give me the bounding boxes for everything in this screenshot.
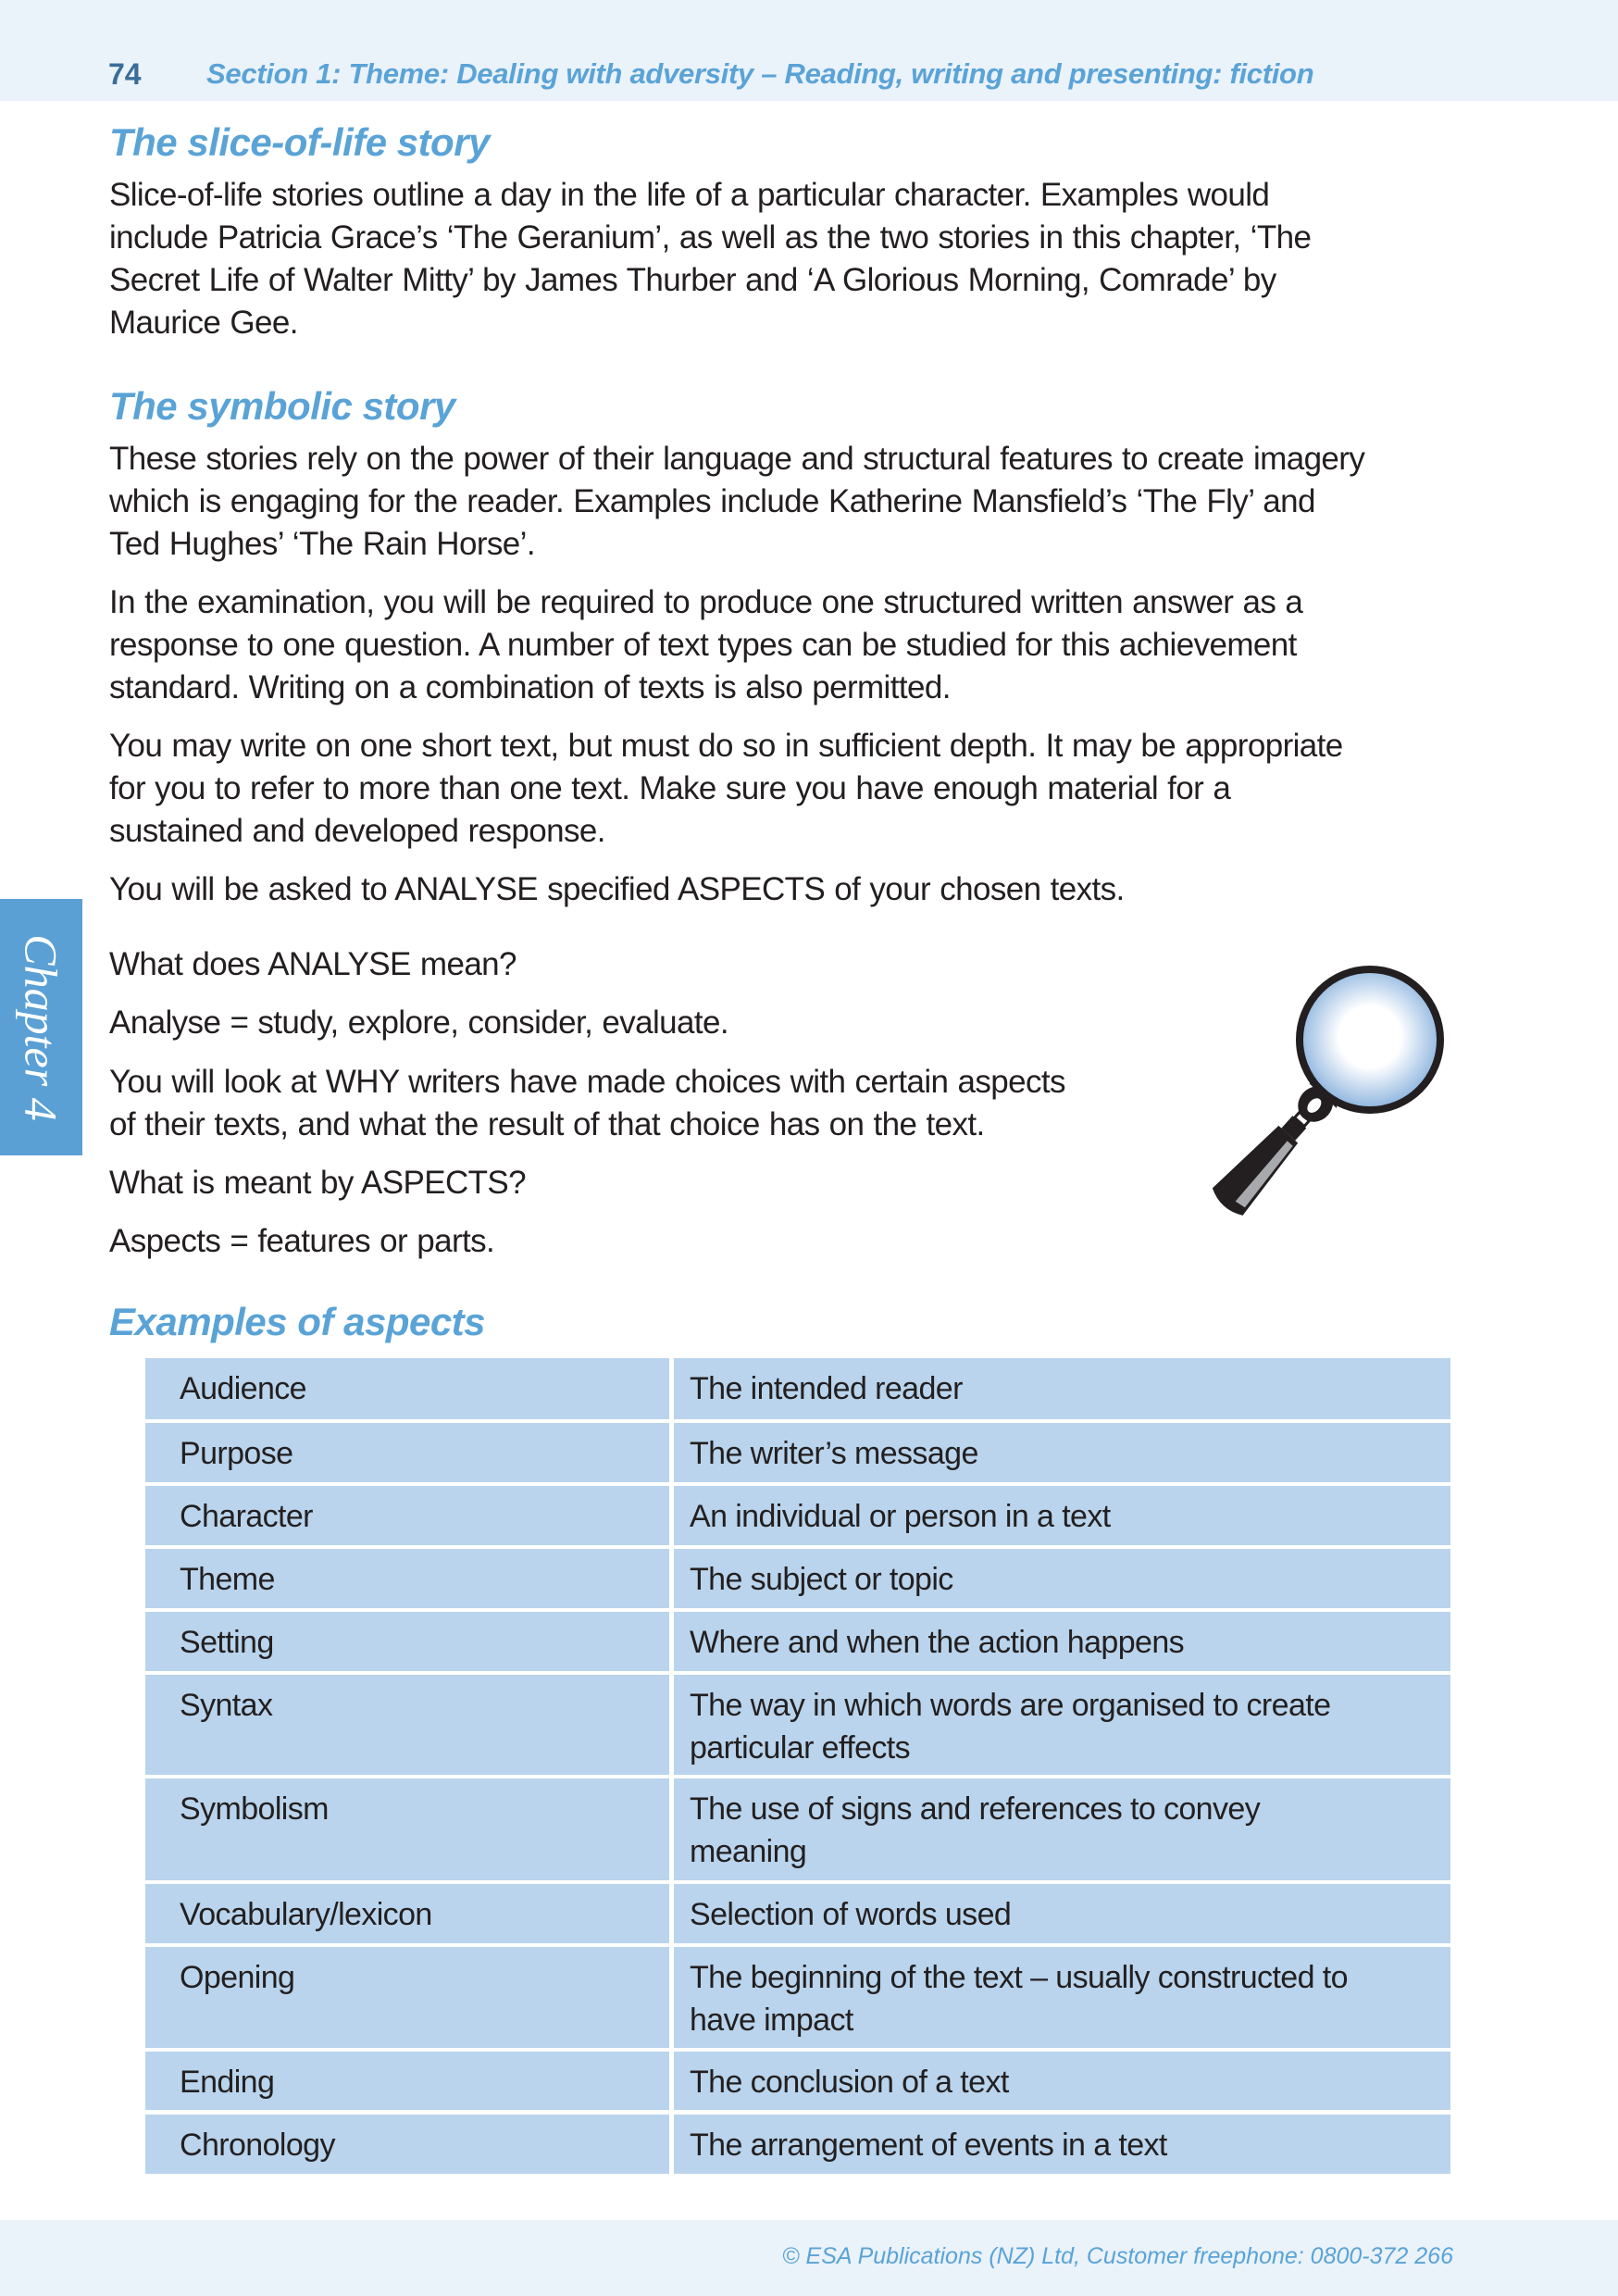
text-line: You may write on one short text, but must do so in sufficient depth. It may be appropriate bbox=[109, 728, 1343, 764]
table-row bbox=[145, 1947, 1450, 2048]
paragraph-slice-of-life bbox=[109, 174, 1461, 344]
paragraph-depth bbox=[109, 725, 1461, 853]
meaning-cell: The use of signs and references to convey meaning bbox=[674, 1778, 1450, 1880]
aspect-cell: Chronology bbox=[145, 2115, 669, 2174]
text-line: You will be asked to ANALYSE specified ASPECTS of your chosen texts. bbox=[109, 871, 1125, 907]
paragraph-why-writers bbox=[109, 1061, 1155, 1146]
text-line: Aspects = features or parts. bbox=[109, 1223, 495, 1259]
text-line: Ted Hughes’ ‘The Rain Horse’. bbox=[109, 526, 535, 562]
aspect-cell: Opening bbox=[145, 1947, 669, 2048]
aspect-cell: Setting bbox=[145, 1612, 669, 1671]
paragraph-analyse-intro bbox=[109, 868, 1461, 911]
heading-symbolic-story: The symbolic story bbox=[109, 384, 455, 428]
aspect-cell: Character bbox=[145, 1486, 669, 1545]
aspect-cell: Ending bbox=[145, 2052, 669, 2110]
text-line: for you to refer to more than one text. Make sure you have enough material for a bbox=[109, 770, 1231, 806]
text-line: standard. Writing on a combination of texts is also permitted. bbox=[109, 669, 951, 705]
text-line: which is engaging for the reader. Examples include Katherine Mansfield’s ‘The Fly’ and bbox=[109, 483, 1315, 519]
meaning-cell: The beginning of the text – usually constructed to have impact bbox=[674, 1947, 1450, 2048]
magnifying-glass-icon bbox=[1176, 963, 1462, 1231]
aspect-cell: Symbolism bbox=[145, 1778, 669, 1880]
meaning-cell: The intended reader bbox=[674, 1358, 1450, 1419]
heading-examples-of-aspects: Examples of aspects bbox=[109, 1300, 486, 1343]
meaning-cell: The arrangement of events in a text bbox=[674, 2115, 1450, 2174]
meaning-cell: Where and when the action happens bbox=[674, 1612, 1450, 1671]
text-line: Secret Life of Walter Mitty’ by James Thurber and ‘A Glorious Morning, Comrade’ by bbox=[109, 262, 1276, 298]
paragraph-symbolic-story bbox=[109, 438, 1461, 566]
table-row bbox=[145, 2052, 1450, 2110]
meaning-cell: The subject or topic bbox=[674, 1549, 1450, 1608]
aspect-cell: Syntax bbox=[145, 1675, 669, 1775]
meaning-cell: The way in which words are organised to create particular effects bbox=[674, 1675, 1450, 1775]
aspect-cell: Theme bbox=[145, 1549, 669, 1608]
aspect-cell: Purpose bbox=[145, 1423, 669, 1482]
running-head: Section 1: Theme: Dealing with adversity – Reading, writing and presenting: fiction bbox=[206, 57, 1314, 90]
meaning-cell: The conclusion of a text bbox=[674, 2052, 1450, 2110]
text-line: Slice-of-life stories outline a day in the life of a particular character. Examples would bbox=[109, 177, 1270, 213]
text-line: response to one question. A number of text types can be studied for this achievement bbox=[109, 627, 1297, 663]
meaning-cell: The writer’s message bbox=[674, 1423, 1450, 1482]
table-row bbox=[145, 1675, 1450, 1775]
text-line: What does ANALYSE mean? bbox=[109, 946, 517, 982]
table-row bbox=[145, 1358, 1450, 1419]
text-line: sustained and developed response. bbox=[109, 813, 605, 849]
heading-slice-of-life: The slice-of-life story bbox=[109, 120, 490, 164]
text-line: In the examination, you will be required to produce one structured written answer as a bbox=[109, 584, 1303, 620]
footer-copyright: © ESA Publications (NZ) Ltd, Customer freephone: 0800-372 266 bbox=[782, 2243, 1453, 2269]
text-line: include Patricia Grace’s ‘The Geranium’, as well as the two stories in this chapter, ‘The bbox=[109, 219, 1312, 256]
page-number: 74 bbox=[108, 57, 142, 91]
meaning-cell: An individual or person in a text bbox=[674, 1486, 1450, 1545]
chapter-tab-label: Chapter 4 bbox=[15, 933, 68, 1121]
text-line: What is meant by ASPECTS? bbox=[109, 1165, 527, 1201]
text-line: Analyse = study, explore, consider, evaluate. bbox=[109, 1004, 729, 1041]
table-row bbox=[145, 1423, 1450, 1482]
text-line: of their texts, and what the result of that choice has on the text. bbox=[109, 1106, 985, 1142]
aspect-cell: Audience bbox=[145, 1358, 669, 1419]
chapter-tab bbox=[0, 899, 82, 1155]
table-row bbox=[145, 1486, 1450, 1545]
table-row bbox=[145, 2115, 1450, 2174]
table-row bbox=[145, 1612, 1450, 1671]
text-line: These stories rely on the power of their language and structural features to create imagery bbox=[109, 441, 1365, 477]
meaning-cell: Selection of words used bbox=[674, 1884, 1450, 1943]
table-row bbox=[145, 1778, 1450, 1880]
paragraph-examination bbox=[109, 581, 1461, 709]
table-row bbox=[145, 1884, 1450, 1943]
table-row bbox=[145, 1549, 1450, 1608]
text-line: You will look at WHY writers have made choices with certain aspects bbox=[109, 1064, 1065, 1100]
aspect-cell: Vocabulary/lexicon bbox=[145, 1884, 669, 1943]
text-line: Maurice Gee. bbox=[109, 305, 298, 341]
